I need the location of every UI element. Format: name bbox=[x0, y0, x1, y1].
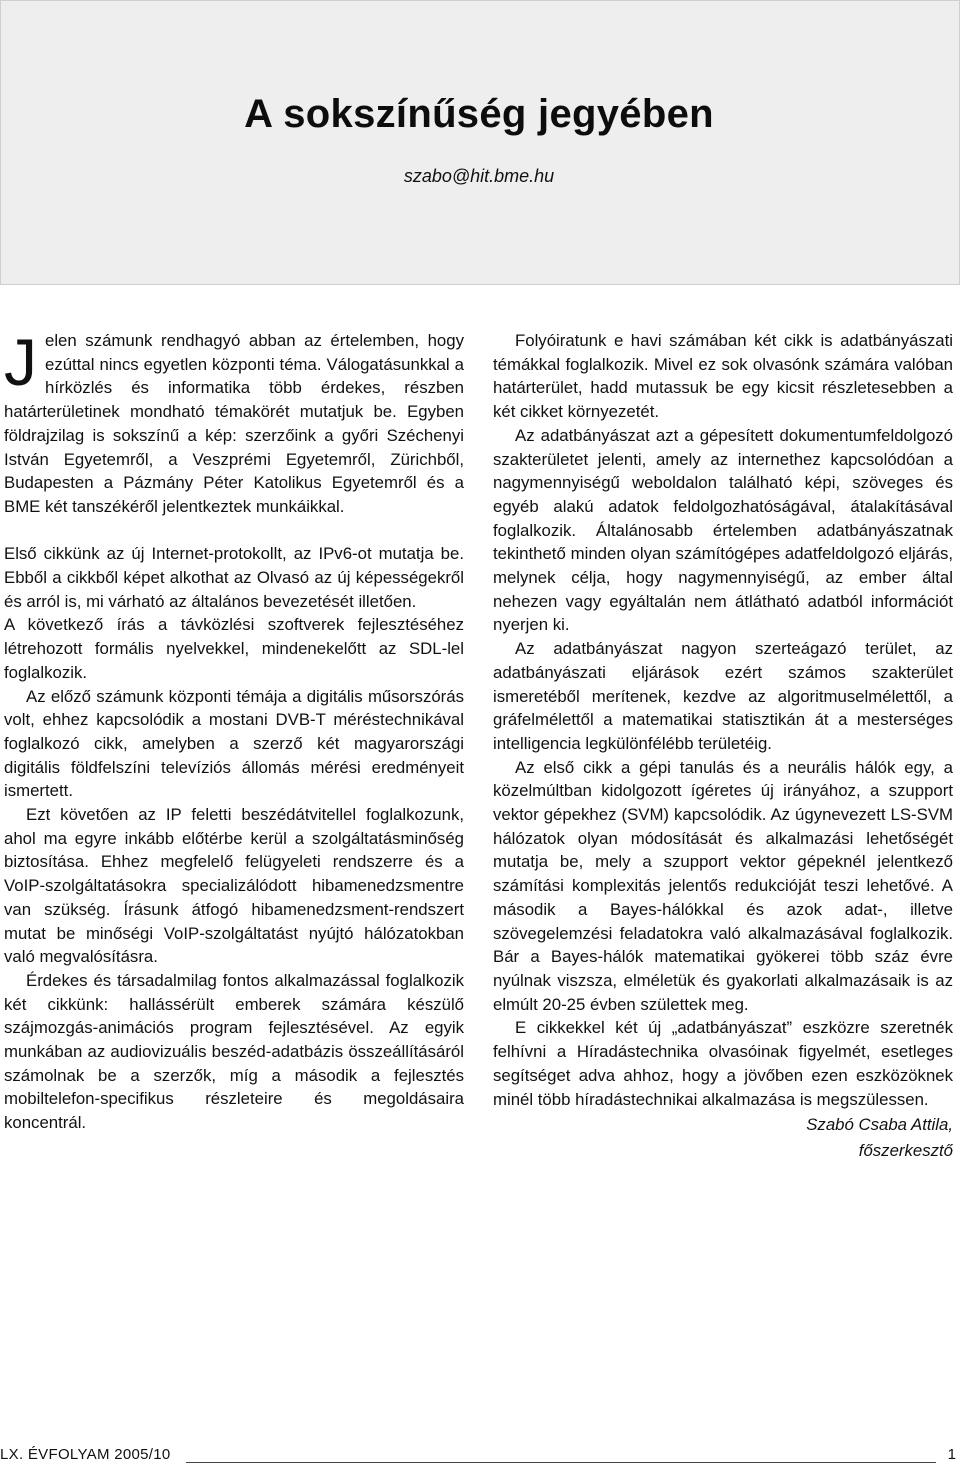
signature-role: főszerkesztő bbox=[858, 1140, 953, 1160]
left-paragraph-5: Ezt követően az IP feletti beszédátvitellel foglalkozunk, ahol ma egyre inkább előtérbe kerül a szolgáltatásminőség biztosítása. Ehhez megfelelő felügyeleti rendszerre és a VoIP-szolgáltatásokra specializálódott hibamenedzsmentre van szükség. Írásunk átfogó hibamenedzsment-rendszert mutat be minőségi VoIP-szolgáltatást nyújtó hálózatokban való megvalósításra. bbox=[4, 805, 464, 967]
page-title: A sokszínűség jegyében bbox=[244, 92, 714, 136]
dropcap-letter: J bbox=[4, 325, 37, 399]
footer bbox=[0, 1446, 960, 1468]
right-column bbox=[493, 329, 953, 1163]
left-paragraph-6: Érdekes és társadalmilag fontos alkalmazással foglalkozik két cikkünk: hallássérült emberek számára készülő szájmozgás-animációs program fejlesztésével. Az egyik munkában az audiovizuális beszéd-adatbázis összeállításáról számolnak be a szerzők, míg a második a fejlesztés mobiltelefon-specifikus részleteire és megoldásaira koncentrál. bbox=[4, 970, 464, 1133]
footer-volume: LX. ÉVFOLYAM 2005/10 bbox=[0, 1446, 171, 1463]
right-paragraph-1: Folyóiratunk e havi számában két cikk is adatbányászati témákkal foglalkozik. Mivel ez sok olvasónk számára valóban határterület, hadd mutassuk be egy kicsit részletesebben a két cikket környezetét. bbox=[493, 331, 953, 422]
left-column bbox=[4, 325, 464, 1135]
right-paragraph-2: Az adatbányászat azt a gépesített dokumentumfeldolgozó szakterületet jelenti, amely az internethez kapcsolódóan a nagymennyiségű weboldalon található képi, szöveges és egyéb alakú adatok feldolgozhatóságával, átalakításával foglalkozik. Általánosabb értelemben adatbányászatnak tekinthető minden olyan számítógépes adatfeldolgozó eljárás, melynek célja, hogy nagymennyiségű, az ember által nehezen vagy egyáltalán nem átlátható adatból információt nyerjen ki. bbox=[493, 425, 953, 635]
author-email: szabo@hit.bme.hu bbox=[403, 166, 555, 186]
right-paragraph-4: Az első cikk a gépi tanulás és a neurális hálók egy, a közelmúltban kidolgozott ígéretes új irányához, a szupport vektor gépekhez (SVM) kapcsolódik. Az úgynevezett LS-SVM hálózatok olyan módosítását és alkalmazási lehetőségét mutatja be, mely a szupport vektor gépeknél jelentkező számítási komplexitás jelentős redukcióját teszi lehetővé. A második a Bayes-hálókkal és azok adat-, illetve szövegelemzési feladatokra való alkalmazásával foglalkozik. Bár a Bayes-hálók matematikai gyökerei több száz évre nyúlnak viszsza, elméletük és gyakorlati alkalmazásaik is az elmúlt 20-25 évben születtek meg. bbox=[493, 757, 953, 1014]
signature-name: Szabó Csaba Attila, bbox=[806, 1115, 953, 1135]
page-number: 1 bbox=[947, 1446, 956, 1463]
left-paragraph-1: Jelen számunk rendhagyó abban az értelemben, hogy ezúttal nincs egyetlen központi téma. Válogatásunkkal a hírközlés és informatika több érdekes, részben határterületinek mondható témakörét mutatjuk be. Egyben földrajzilag is sokszínű a kép: szerzőink a győri Széchenyi István Egyetemről, a Veszprémi Egyetemről, Zürichből, Budapesten a Pázmány Péter Katolikus Egyetemről és a BME két tanszékéről jelentkeztek munkáikkal. bbox=[4, 325, 464, 516]
left-paragraph-3: A következő írás a távközlési szoftverek fejlesztéséhez létrehozott formális nyelvekkel, mindenekelőtt az SDL-lel foglalkozik. bbox=[4, 615, 464, 682]
right-paragraph-5: E cikkekkel két új „adatbányászat” eszközre szeretnék felhívni a Híradástechnika olvasóinak figyelmét, esetleges segítséget adva ahhoz, hogy a jövőben ezen eszközöknek minél több híradástechnikai alkalmazása is megszülessen. bbox=[493, 1018, 953, 1109]
header-box bbox=[0, 0, 960, 285]
left-paragraph-2: Első cikkünk az új Internet-protokollt, az IPv6-ot mutatja be. Ebből a cikkből képet alkothat az Olvasó az új képességekről és arról is, mi várható az általános bevezetését illetően. bbox=[4, 544, 464, 611]
footer-rule bbox=[186, 1462, 936, 1463]
left-paragraph-4: Az előző számunk központi témája a digitális műsorszórás volt, ehhez kapcsolódik a mostani DVB-T méréstechnikával foglalkozó cikk, amelyben a szerző két magyarországi digitális földfelszíni televíziós állomás mérési eredményeit ismertett. bbox=[4, 686, 464, 801]
right-paragraph-3: Az adatbányászat nagyon szerteágazó terület, az adatbányászati eljárások ezért számos szakterület ismeretéből merítenek, kezdve az algoritmuselmélettől, a gráfelmélettől a matematikai statisztikán át a mesterséges intelligencia legkülönfélébb területéig. bbox=[493, 639, 953, 753]
